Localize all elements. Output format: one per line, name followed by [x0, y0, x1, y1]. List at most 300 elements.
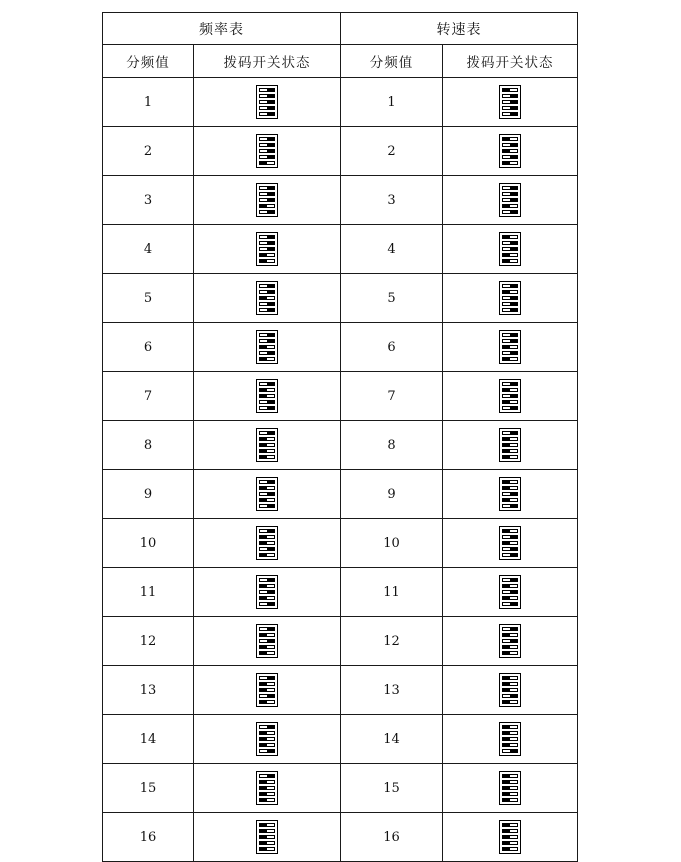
freq-dip-cell: [194, 127, 341, 176]
dip-switch-lever: [259, 688, 275, 692]
dip-switch-knob: [510, 627, 518, 631]
speed-dip-cell: [443, 519, 578, 568]
dip-switch-lever: [259, 743, 275, 747]
dip-switch-knob: [267, 247, 275, 251]
dip-switch-lever: [502, 627, 518, 631]
dip-switch-lever: [259, 137, 275, 141]
dip-switch-lever: [502, 774, 518, 778]
speed-division-value: 16: [341, 813, 443, 862]
dip-switch-knob: [259, 596, 267, 600]
dip-switch-knob: [259, 835, 267, 839]
dip-switch-knob: [502, 443, 510, 447]
dip-switch-knob: [267, 302, 275, 306]
dip-switch-lever: [502, 149, 518, 153]
dip-switch-knob: [502, 676, 510, 680]
dip-switch-knob: [259, 737, 267, 741]
dip-switch-knob: [510, 339, 518, 343]
dip-switch-knob: [502, 829, 510, 833]
dip-switch-knob: [502, 400, 510, 404]
dip-switch-knob: [259, 700, 267, 704]
dip-switch-knob: [267, 308, 275, 312]
freq-division-value: 10: [103, 519, 194, 568]
dip-switch-knob: [267, 235, 275, 239]
dip-switch-knob: [267, 774, 275, 778]
dip-switch-knob: [502, 345, 510, 349]
table-row: [103, 372, 578, 421]
speed-dip-cell: [443, 78, 578, 127]
dip-switch-lever: [259, 210, 275, 214]
speed-dip-switch-icon: [499, 526, 521, 560]
freq-division-value: 11: [103, 568, 194, 617]
freq-dip-cell: [194, 715, 341, 764]
dip-switch-lever: [259, 100, 275, 104]
speed-dip-switch-icon: [499, 771, 521, 805]
freq-dip-switch-icon: [256, 428, 278, 462]
freq-dip-switch-icon: [256, 232, 278, 266]
speed-dip-switch-icon: [499, 820, 521, 854]
dip-switch-lever: [502, 388, 518, 392]
dip-switch-knob: [510, 553, 518, 557]
dip-switch-lever: [259, 455, 275, 459]
dip-switch-knob: [502, 253, 510, 257]
dip-switch-lever: [502, 480, 518, 484]
dip-switch-lever: [259, 725, 275, 729]
dip-switch-knob: [259, 780, 267, 784]
dip-switch-knob: [502, 290, 510, 294]
dip-switch-lever: [502, 259, 518, 263]
dip-switch-knob: [510, 186, 518, 190]
dip-switch-lever: [502, 596, 518, 600]
dip-switch-knob: [259, 437, 267, 441]
dip-switch-knob: [259, 388, 267, 392]
dip-switch-knob: [267, 192, 275, 196]
speed-division-value: 5: [341, 274, 443, 323]
dip-switch-knob: [502, 688, 510, 692]
dip-switch-knob: [267, 333, 275, 337]
dip-switch-lever: [502, 449, 518, 453]
speed-dip-switch-icon: [499, 477, 521, 511]
dip-switch-lever: [259, 737, 275, 741]
dip-switch-knob: [259, 553, 267, 557]
table-row: [103, 666, 578, 715]
dip-switch-lever: [502, 106, 518, 110]
dip-switch-knob: [267, 149, 275, 153]
dip-switch-knob: [502, 486, 510, 490]
table-body: [103, 78, 578, 862]
dip-switch-knob: [510, 394, 518, 398]
speed-dip-cell: [443, 617, 578, 666]
dip-switch-knob: [267, 382, 275, 386]
dip-switch-lever: [502, 302, 518, 306]
table-row: [103, 127, 578, 176]
dip-switch-lever: [502, 841, 518, 845]
freq-dip-cell: [194, 617, 341, 666]
dip-switch-lever: [259, 198, 275, 202]
dip-switch-lever: [259, 106, 275, 110]
dip-switch-lever: [502, 700, 518, 704]
table-row: [103, 470, 578, 519]
dip-switch-knob: [267, 143, 275, 147]
dip-switch-knob: [267, 210, 275, 214]
freq-dip-cell: [194, 323, 341, 372]
dip-switch-knob: [502, 737, 510, 741]
dip-switch-lever: [259, 774, 275, 778]
dip-switch-knob: [510, 112, 518, 116]
dip-switch-lever: [502, 235, 518, 239]
freq-division-value: 4: [103, 225, 194, 274]
dip-switch-lever: [502, 192, 518, 196]
dip-switch-knob: [510, 694, 518, 698]
dip-switch-lever: [259, 633, 275, 637]
table-row: [103, 323, 578, 372]
dip-switch-lever: [502, 792, 518, 796]
dip-switch-lever: [502, 547, 518, 551]
dip-switch-lever: [502, 584, 518, 588]
dip-switch-knob: [267, 578, 275, 582]
dip-switch-knob: [510, 192, 518, 196]
dip-switch-knob: [502, 137, 510, 141]
dip-switch-lever: [502, 694, 518, 698]
dip-switch-lever: [259, 700, 275, 704]
dip-switch-knob: [510, 602, 518, 606]
dip-switch-knob: [502, 357, 510, 361]
dip-switch-lever: [502, 645, 518, 649]
speed-division-value: 15: [341, 764, 443, 813]
dip-switch-knob: [502, 835, 510, 839]
freq-division-value: 16: [103, 813, 194, 862]
dip-switch-lever: [259, 529, 275, 533]
dip-switch-lever: [259, 480, 275, 484]
freq-dip-switch-icon: [256, 330, 278, 364]
dip-switch-knob: [510, 504, 518, 508]
dip-switch-lever: [259, 835, 275, 839]
dip-switch-knob: [502, 388, 510, 392]
dip-switch-knob: [510, 247, 518, 251]
dip-switch-lever: [259, 94, 275, 98]
speed-dip-cell: [443, 715, 578, 764]
dip-switch-knob: [259, 296, 267, 300]
dip-switch-knob: [267, 88, 275, 92]
dip-switch-lever: [259, 651, 275, 655]
freq-division-value: 15: [103, 764, 194, 813]
dip-switch-lever: [259, 786, 275, 790]
freq-dip-switch-icon: [256, 281, 278, 315]
dip-switch-lever: [259, 290, 275, 294]
dip-switch-lever: [502, 590, 518, 594]
table-row: [103, 519, 578, 568]
dip-switch-lever: [502, 731, 518, 735]
dip-switch-knob: [267, 406, 275, 410]
dip-switch-lever: [502, 210, 518, 214]
speed-dip-cell: [443, 813, 578, 862]
dip-switch-lever: [259, 841, 275, 845]
freq-division-value: 2: [103, 127, 194, 176]
dip-switch-knob: [502, 841, 510, 845]
freq-division-value: 13: [103, 666, 194, 715]
dip-switch-knob: [259, 345, 267, 349]
freq-dip-switch-icon: [256, 134, 278, 168]
dip-switch-lever: [259, 253, 275, 257]
freq-division-value: 9: [103, 470, 194, 519]
dip-switch-knob: [510, 578, 518, 582]
dip-switch-lever: [259, 492, 275, 496]
freq-dip-switch-icon: [256, 526, 278, 560]
dip-switch-knob: [259, 847, 267, 851]
dip-switch-knob: [510, 284, 518, 288]
dip-switch-lever: [502, 247, 518, 251]
dip-switch-knob: [267, 155, 275, 159]
dip-switch-knob: [502, 792, 510, 796]
dip-switch-knob: [510, 308, 518, 312]
dip-switch-lever: [259, 627, 275, 631]
dip-switch-lever: [259, 682, 275, 686]
freq-dip-cell: [194, 78, 341, 127]
dip-switch-lever: [502, 492, 518, 496]
dip-switch-lever: [259, 388, 275, 392]
freq-division-value: 7: [103, 372, 194, 421]
dip-switch-lever: [259, 400, 275, 404]
dip-switch-knob: [259, 651, 267, 655]
dip-switch-lever: [502, 437, 518, 441]
dip-switch-lever: [259, 357, 275, 361]
dip-switch-knob: [510, 106, 518, 110]
dip-switch-knob: [502, 498, 510, 502]
speed-division-value: 1: [341, 78, 443, 127]
dip-switch-knob: [510, 241, 518, 245]
speed-table-header: 转速表: [341, 13, 578, 45]
dip-switch-lever: [502, 339, 518, 343]
dip-switch-lever: [259, 406, 275, 410]
dip-switch-lever: [502, 798, 518, 802]
freq-dip-switch-icon: [256, 673, 278, 707]
freq-division-value: 14: [103, 715, 194, 764]
dip-switch-lever: [502, 455, 518, 459]
dip-switch-lever: [259, 590, 275, 594]
table-row: [103, 274, 578, 323]
dip-switch-knob: [267, 290, 275, 294]
dip-switch-lever: [502, 333, 518, 337]
dip-switch-knob: [502, 743, 510, 747]
dip-switch-lever: [259, 241, 275, 245]
freq-dip-cell: [194, 666, 341, 715]
dip-switch-lever: [502, 112, 518, 116]
dip-switch-knob: [502, 847, 510, 851]
dip-switch-knob: [267, 504, 275, 508]
dip-switch-lever: [502, 155, 518, 159]
dip-switch-knob: [502, 596, 510, 600]
dip-switch-lever: [502, 498, 518, 502]
freq-division-value: 8: [103, 421, 194, 470]
dip-switch-knob: [259, 498, 267, 502]
table-row: [103, 715, 578, 764]
dip-switch-knob: [267, 339, 275, 343]
dip-switch-lever: [259, 553, 275, 557]
dip-switch-knob: [502, 780, 510, 784]
dip-switch-lever: [259, 639, 275, 643]
freq-division-value: 6: [103, 323, 194, 372]
dip-switch-lever: [259, 186, 275, 190]
dip-switch-knob: [502, 259, 510, 263]
dip-switch-knob: [259, 584, 267, 588]
dip-switch-lever: [259, 333, 275, 337]
freq-dip-switch-icon: [256, 183, 278, 217]
dip-switch-lever: [259, 780, 275, 784]
dip-switch-knob: [510, 406, 518, 410]
dip-switch-lever: [502, 535, 518, 539]
dip-switch-knob: [510, 492, 518, 496]
dip-switch-knob: [259, 394, 267, 398]
dip-switch-knob: [267, 529, 275, 533]
dip-switch-lever: [259, 149, 275, 153]
dip-switch-lever: [502, 290, 518, 294]
freq-dip-cell: [194, 176, 341, 225]
dip-switch-knob: [510, 431, 518, 435]
dip-switch-knob: [259, 535, 267, 539]
dip-switch-lever: [502, 186, 518, 190]
speed-division-value: 2: [341, 127, 443, 176]
speed-division-value: 7: [341, 372, 443, 421]
dip-switch-lever: [259, 382, 275, 386]
dip-switch-lever: [259, 449, 275, 453]
freq-dip-cell: [194, 764, 341, 813]
dip-switch-knob: [267, 639, 275, 643]
speed-dip-switch-icon: [499, 232, 521, 266]
dip-switch-lever: [502, 88, 518, 92]
dip-switch-knob: [502, 149, 510, 153]
dip-switch-knob: [510, 100, 518, 104]
dip-switch-knob: [259, 161, 267, 165]
dip-switch-lever: [259, 749, 275, 753]
dip-switch-knob: [259, 259, 267, 263]
dip-switch-lever: [259, 504, 275, 508]
dip-switch-lever: [502, 253, 518, 257]
speed-dip-cell: [443, 568, 578, 617]
dip-switch-knob: [502, 449, 510, 453]
dip-switch-lever: [502, 143, 518, 147]
dip-switch-lever: [502, 394, 518, 398]
dip-switch-knob: [510, 382, 518, 386]
dip-switch-knob: [510, 639, 518, 643]
dip-switch-lever: [502, 639, 518, 643]
dip-switch-knob: [502, 88, 510, 92]
freq-division-value: 12: [103, 617, 194, 666]
dip-switch-lever: [259, 155, 275, 159]
dip-switch-lever: [259, 351, 275, 355]
dip-switch-knob: [267, 676, 275, 680]
speed-dip-cell: [443, 470, 578, 519]
freq-dip-switch-icon: [256, 85, 278, 119]
dip-switch-knob: [259, 682, 267, 686]
dip-switch-lever: [259, 731, 275, 735]
dip-switch-lever: [502, 296, 518, 300]
dip-switch-knob: [267, 106, 275, 110]
dip-switch-lever: [502, 284, 518, 288]
dip-switch-knob: [510, 749, 518, 753]
dip-switch-knob: [502, 204, 510, 208]
freq-dip-cell: [194, 813, 341, 862]
dip-switch-knob: [259, 541, 267, 545]
dip-switch-knob: [267, 351, 275, 355]
dip-switch-lever: [502, 829, 518, 833]
dip-switch-knob: [502, 651, 510, 655]
dip-switch-knob: [510, 143, 518, 147]
dip-switch-lever: [259, 345, 275, 349]
speed-dip-header: 拨码开关状态: [443, 45, 578, 78]
speed-division-value: 8: [341, 421, 443, 470]
speed-division-value: 12: [341, 617, 443, 666]
freq-dip-switch-icon: [256, 477, 278, 511]
table-row: [103, 568, 578, 617]
freq-dip-switch-icon: [256, 820, 278, 854]
speed-division-value: 10: [341, 519, 443, 568]
dip-switch-knob: [502, 235, 510, 239]
dip-switch-lever: [502, 406, 518, 410]
dip-switch-lever: [259, 602, 275, 606]
dip-switch-lever: [502, 835, 518, 839]
dip-switch-knob: [510, 351, 518, 355]
dip-switch-lever: [502, 633, 518, 637]
speed-dip-switch-icon: [499, 624, 521, 658]
speed-dip-cell: [443, 666, 578, 715]
dip-switch-lever: [259, 431, 275, 435]
dip-switch-knob: [267, 725, 275, 729]
speed-dip-cell: [443, 274, 578, 323]
dip-switch-knob: [502, 584, 510, 588]
table-row: [103, 225, 578, 274]
dip-switch-knob: [259, 829, 267, 833]
dip-switch-lever: [259, 645, 275, 649]
dip-switch-lever: [259, 161, 275, 165]
dip-switch-knob: [267, 186, 275, 190]
dip-switch-knob: [267, 198, 275, 202]
dip-switch-knob: [259, 486, 267, 490]
dip-switch-lever: [259, 596, 275, 600]
dip-switch-knob: [259, 633, 267, 637]
table-row: [103, 78, 578, 127]
dip-switch-knob: [510, 590, 518, 594]
dip-switch-lever: [502, 578, 518, 582]
dip-switch-lever: [502, 137, 518, 141]
dip-switch-lever: [259, 823, 275, 827]
freq-dip-cell: [194, 372, 341, 421]
dip-switch-knob: [502, 725, 510, 729]
dip-switch-knob: [502, 437, 510, 441]
dip-switch-knob: [267, 241, 275, 245]
freq-dip-cell: [194, 470, 341, 519]
dip-switch-knob: [502, 682, 510, 686]
dip-switch-knob: [259, 455, 267, 459]
dip-switch-lever: [259, 296, 275, 300]
freq-division-value: 3: [103, 176, 194, 225]
freq-dip-cell: [194, 225, 341, 274]
frequency-table-header: 频率表: [103, 13, 341, 45]
dip-switch-knob: [259, 743, 267, 747]
speed-dip-cell: [443, 764, 578, 813]
speed-dip-switch-icon: [499, 183, 521, 217]
dip-switch-lever: [259, 339, 275, 343]
dip-switch-knob: [502, 786, 510, 790]
dip-switch-lever: [502, 345, 518, 349]
dip-switch-knob: [510, 198, 518, 202]
table-row: [103, 176, 578, 225]
dip-switch-lever: [502, 676, 518, 680]
dip-switch-lever: [259, 204, 275, 208]
dip-switch-lever: [502, 651, 518, 655]
dip-switch-lever: [502, 725, 518, 729]
dip-switch-lever: [259, 259, 275, 263]
dip-switch-lever: [259, 302, 275, 306]
dip-switch-knob: [267, 284, 275, 288]
